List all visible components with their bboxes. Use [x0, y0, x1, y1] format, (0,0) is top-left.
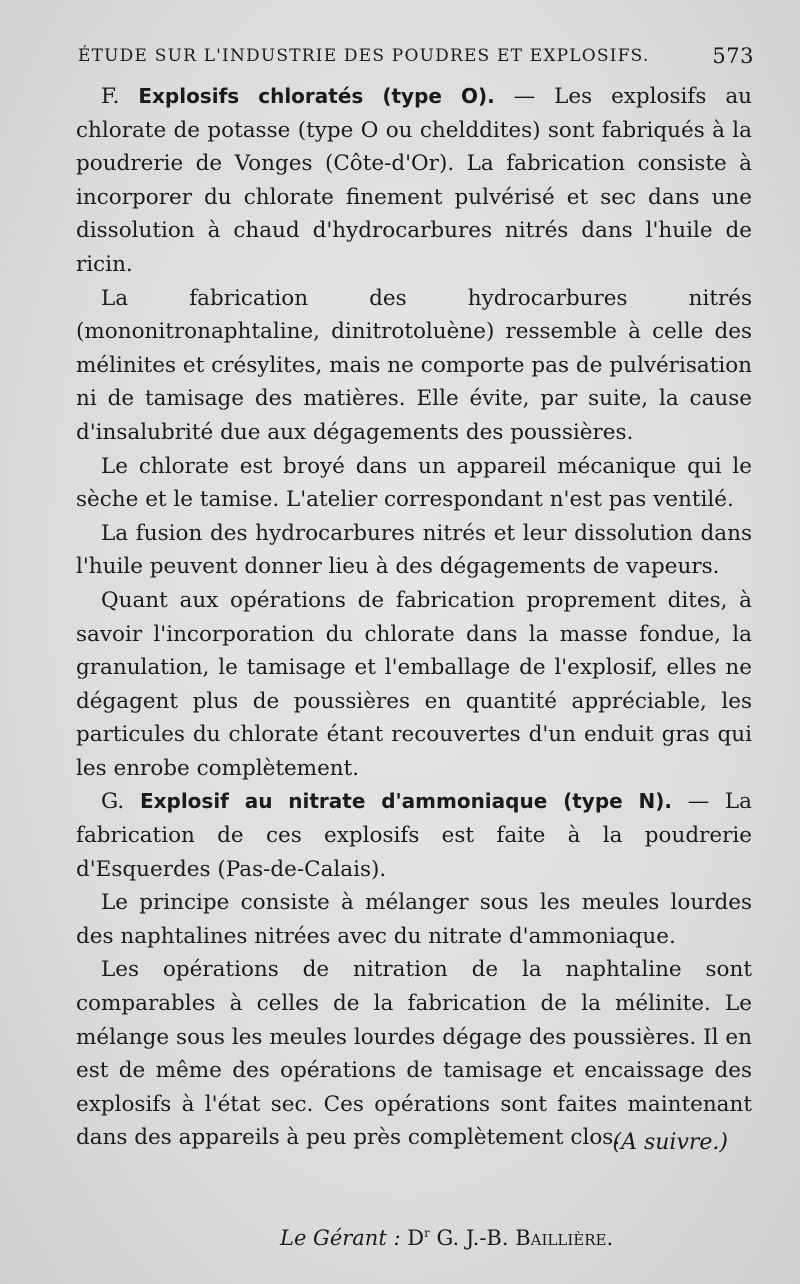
paragraph-operations: Quant aux opérations de fabrication proprement dites, à savoir l'incorporation du chlorate dans la masse fondue, la granulation, le tamisage et l'emballage de l'explosif, elles ne dégagent plus de poussières en quantité appréciable, les particules du chlorate étant recouvertes d'un enduit gras qui les enrobe complètement.: [76, 587, 752, 781]
signature-line: [280, 1216, 613, 1250]
running-head: [78, 36, 754, 76]
paragraph-explosifs-chlorates: [76, 80, 752, 282]
paragraph-hydrocarbures: La fabrication des hydrocarbures nitrés (mononitronaphtaline, dinitrotoluène) ressemble à celle des mélinites et crésylites, mais ne comporte pas de pulvérisation ni de tamisage des matières. Elle évite, par suite, la cause d'insalubrité due aux dégagements des poussières.: [76, 285, 752, 445]
to-follow-note: (A suivre.): [612, 1130, 728, 1155]
paragraph-chlorate-broye: Le chlorate est broyé dans un appareil mécanique qui le sèche et le tamise. L'atelier correspondant n'est pas ventilé.: [76, 453, 752, 513]
signature-title: D: [407, 1226, 425, 1250]
running-title: ÉTUDE SUR L'INDUSTRIE DES POUDRES ET EXPLOSIFS.: [78, 46, 650, 66]
body-text: [76, 80, 752, 1155]
page-number: 573: [712, 44, 754, 68]
paragraph-nitrate-ammoniaque: [76, 785, 752, 886]
signature-label: Le Gérant :: [280, 1226, 401, 1250]
signature-title-sup: r: [424, 1226, 430, 1240]
section-letter: F.: [101, 84, 139, 109]
signature-name: G. J.-B. Baillière.: [436, 1226, 614, 1250]
paragraph-nitration: Les opérations de nitration de la naphtaline sont comparables à celles de la fabrication de la mélinite. Le mélange sous les meules lourdes dégage des poussières. Il en est de même des opérations de tamisage et encaissage des explosifs à l'état sec. Ces opérations sont faites maintenant dans des appareils à peu près complètement clos.: [76, 957, 752, 1151]
paragraph-text: — Les explosifs au chlorate de potasse (type O ou chelddites) sont fabriqués à la poudrerie de Vonges (Côte-d'Or). La fabrication consiste à incorporer du chlorate finement pulvérisé et sec dans une dissolution à chaud d'hydrocarbures nitrés dans l'huile de ricin.: [76, 84, 752, 277]
section-letter: G.: [101, 789, 140, 815]
section-heading: Explosifs chloratés (type O).: [138, 84, 495, 108]
paragraph-text: — La fabrication de ces explosifs est faite à la poudrerie d'Esquerdes (Pas-de-Calais).: [76, 789, 752, 882]
paragraph-fusion: La fusion des hydrocarbures nitrés et leur dissolution dans l'huile peuvent donner lieu à des dégagements de vapeurs.: [76, 520, 752, 580]
paragraph-principe: Le principe consiste à mélanger sous les meules lourdes des naphtalines nitrées avec du nitrate d'ammoniaque.: [76, 890, 752, 949]
section-heading: Explosif au nitrate d'ammoniaque (type N).: [139, 789, 673, 814]
